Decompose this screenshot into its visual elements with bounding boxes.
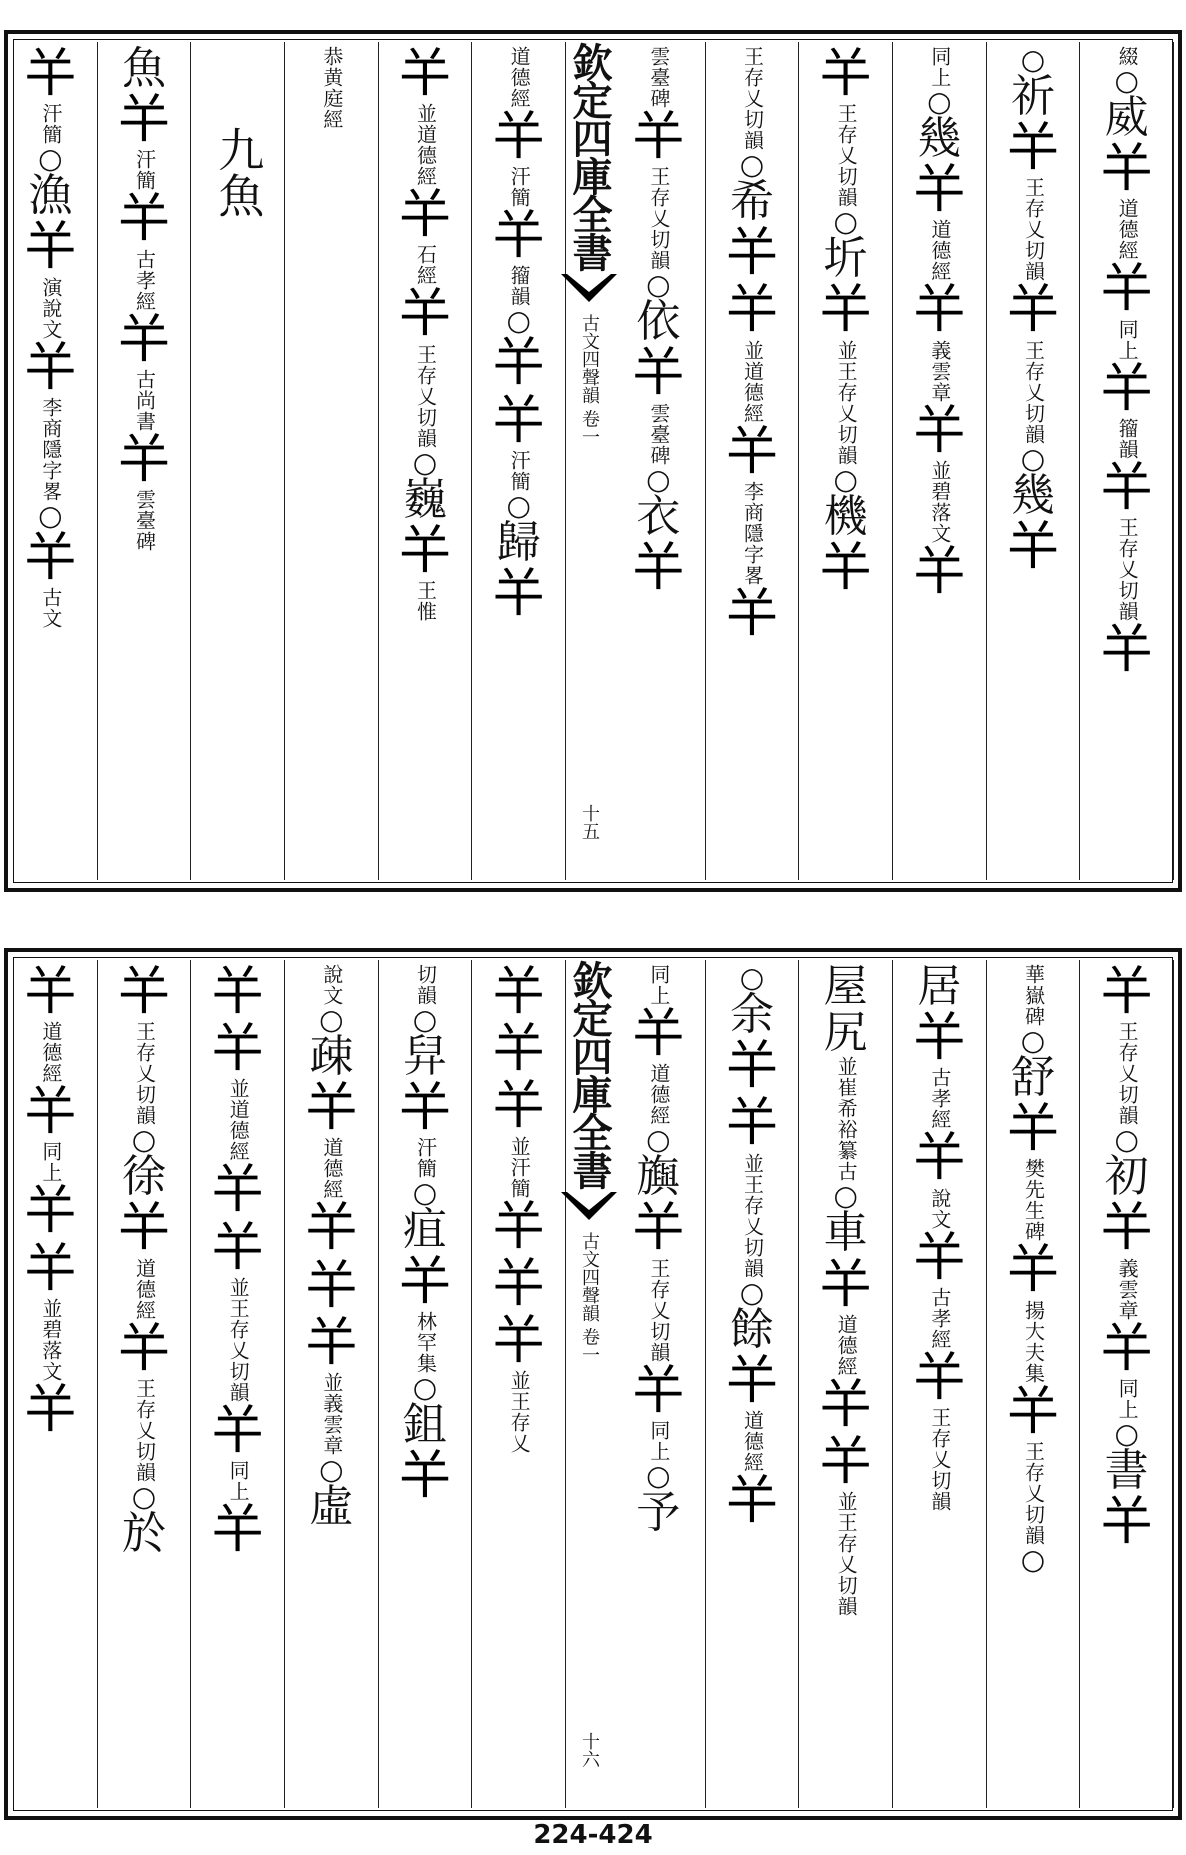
page-number: 224-424: [533, 1820, 653, 1850]
seal-script-glyph: 𢆉: [632, 107, 685, 167]
fish-tail-mark: [561, 274, 617, 302]
source-annotation: 並道德經: [740, 339, 765, 424]
seal-script-glyph: 𢆉: [1100, 1491, 1153, 1552]
seal-script-glyph: 𢆉: [118, 1198, 171, 1259]
entry-marker-circle: ○: [506, 304, 531, 338]
bottom-column: [1080, 960, 1174, 1808]
source-annotation: 石經: [413, 244, 438, 287]
entry-marker-circle: ○: [646, 1123, 671, 1157]
seal-script-glyph: 𢆉: [1007, 516, 1060, 577]
seal-script-glyph: 𢆉: [913, 160, 966, 221]
source-annotation: 並王存乂切韻: [226, 1276, 251, 1403]
source-annotation: 同上: [1115, 318, 1140, 361]
source-annotation: 義雲章: [927, 339, 952, 403]
source-annotation: 並崔希裕纂古: [834, 1056, 859, 1183]
bottom-column: [612, 960, 706, 1808]
entry-marker-circle: ○: [646, 462, 671, 496]
top-column: [191, 42, 285, 880]
source-annotation: 道德經: [319, 1137, 344, 1201]
seal-script-glyph: 𢆉: [1007, 1240, 1060, 1301]
seal-script-glyph: 𢆉: [24, 527, 77, 588]
source-annotation: 古文: [38, 586, 63, 629]
seal-script-glyph: 𢆉: [399, 1445, 452, 1506]
book-title: 欽定四庫全書: [566, 42, 613, 270]
top-column: [4, 42, 98, 880]
entry-marker-circle: ○: [506, 488, 531, 522]
top-column: [987, 42, 1081, 880]
source-annotation: 王存乂切韻: [740, 46, 765, 151]
seal-script-glyph: 𢆉: [1100, 619, 1153, 680]
bottom-column: [4, 960, 98, 1808]
source-annotation: 古孝經: [132, 248, 157, 312]
seal-script-glyph: 𢆉: [211, 1160, 264, 1221]
seal-script-glyph: 𢆉: [1007, 280, 1060, 341]
headword-character: 威: [1104, 92, 1149, 143]
seal-script-glyph: 𢆉: [726, 1036, 779, 1097]
seal-script-glyph: 𢆉: [726, 1350, 779, 1411]
source-annotation: 並道德經: [413, 103, 438, 188]
source-annotation: 汗簡: [132, 149, 157, 192]
seal-script-glyph: 𢆉: [305, 1255, 358, 1316]
source-annotation: 王存乂切韻: [1115, 516, 1140, 622]
source-annotation: 同上: [646, 1419, 671, 1462]
source-annotation: 揚大夫集: [1021, 1299, 1046, 1384]
source-annotation: 並王存乂切韻: [834, 1491, 859, 1618]
entry-marker-circle: ○: [131, 1123, 157, 1157]
headword-character: 歸: [496, 516, 541, 568]
source-annotation: 道德經: [132, 1257, 157, 1321]
bottom-column: [472, 960, 566, 1808]
seal-script-glyph: 𢆉: [118, 962, 171, 1022]
source-annotation: 道德經: [507, 46, 532, 109]
seal-script-glyph: 𢆉: [24, 962, 77, 1022]
seal-script-glyph: 𢆉: [24, 337, 77, 398]
source-annotation: 並王存乂切韻: [834, 339, 859, 466]
entry-marker-circle: ○: [412, 1370, 438, 1404]
bottom-page-panel: [4, 948, 1182, 1820]
entry-marker-circle: ○: [1114, 1123, 1139, 1157]
source-annotation: 王存乂切韻: [132, 1377, 157, 1483]
seal-script-glyph: 𢆉: [399, 284, 452, 345]
bottom-column: [98, 960, 192, 1808]
source-annotation: 並道德經: [226, 1078, 251, 1163]
source-annotation: 王存乂切韻: [927, 1406, 952, 1512]
seal-script-glyph: 𢆉: [1100, 358, 1153, 419]
seal-script-glyph: 𢆉: [399, 1251, 452, 1312]
source-annotation: 王存乂切韻: [413, 343, 438, 449]
seal-script-glyph: 𢆉: [632, 1198, 685, 1259]
seal-script-glyph: 𢆉: [492, 390, 545, 451]
seal-script-glyph: 𢆉: [118, 189, 171, 250]
top-column: [799, 42, 893, 880]
source-annotation: 演說文: [38, 276, 63, 340]
seal-script-glyph: 𢆉: [24, 1181, 77, 1242]
entry-marker-circle: ○: [646, 1458, 671, 1492]
seal-script-glyph: 𢆉: [24, 1379, 77, 1440]
seal-script-glyph: 𢆉: [492, 1310, 545, 1371]
headword-character: 幾: [917, 113, 962, 164]
headword-character: 鉏: [403, 1398, 448, 1450]
seal-script-glyph: 𢆉: [1007, 1099, 1060, 1160]
seal-script-glyph: 𢆉: [492, 1253, 545, 1314]
seal-script-glyph: 𢆉: [211, 1217, 264, 1278]
entry-marker-circle: ○: [38, 142, 63, 176]
seal-script-glyph: 𢆉: [913, 280, 966, 341]
source-annotation: 義雲章: [1115, 1257, 1140, 1321]
headword-character: 初: [1104, 1151, 1149, 1203]
seal-script-glyph: 𢆉: [305, 1312, 358, 1373]
seal-script-glyph: 𢆉: [211, 962, 264, 1022]
source-annotation: 綴: [1115, 46, 1140, 67]
source-annotation: 道德經: [927, 219, 952, 283]
headword-character: 屋: [823, 961, 868, 1012]
top-column: [893, 42, 987, 880]
entry-marker-circle: ○: [319, 1003, 344, 1036]
seal-script-glyph: 𢆉: [819, 1254, 872, 1315]
seal-script-glyph: 𢆉: [305, 1078, 358, 1139]
seal-script-glyph: 𢆉: [632, 1360, 685, 1421]
headword-character: 疎: [309, 1031, 354, 1082]
book-title: 欽定四庫全書: [566, 960, 613, 1188]
source-annotation: 汗簡: [413, 1137, 438, 1180]
seal-script-glyph: 𢆉: [726, 1093, 779, 1154]
seal-script-glyph: 𢆉: [118, 309, 171, 370]
leaf-number: 十五: [579, 804, 600, 840]
entry-marker-circle: ○: [319, 1452, 344, 1486]
source-annotation: 汗簡: [507, 449, 532, 492]
source-annotation: 王存乂切韻: [1021, 339, 1046, 445]
entry-marker-circle: ○: [1114, 1416, 1139, 1450]
seal-script-glyph: 𢆉: [211, 1499, 264, 1560]
headword-character: 旟: [636, 1151, 681, 1203]
seal-script-glyph: 𢆉: [632, 537, 685, 598]
seal-script-glyph: 𢆉: [24, 1238, 77, 1299]
seal-script-glyph: 𢆉: [399, 185, 452, 246]
entry-marker-circle: ○: [412, 1176, 438, 1210]
seal-script-glyph: 𢆉: [819, 1374, 872, 1435]
top-page-panel: [4, 30, 1182, 892]
seal-script-glyph: 𢆉: [632, 1004, 685, 1064]
source-annotation: 雲臺碑: [646, 46, 671, 109]
seal-script-glyph: 𢆉: [492, 333, 545, 394]
headword-character: 車: [823, 1207, 868, 1259]
headword-character: 衣: [636, 490, 681, 542]
rhyme-section-title: 九魚: [211, 126, 266, 218]
seal-script-glyph: 𢆉: [492, 206, 545, 267]
seal-script-glyph: 𢆉: [913, 400, 966, 461]
entry-marker-circle: ○: [739, 148, 765, 181]
entry-marker-circle: ○: [833, 1179, 858, 1213]
headword-character: 舁: [403, 1031, 448, 1082]
source-annotation: 王存乂切韻: [1115, 1021, 1140, 1127]
entry-marker-circle: ○: [412, 445, 438, 479]
source-annotation: 王存乂切韻: [1021, 177, 1046, 283]
entry-marker-circle: ○: [833, 205, 858, 239]
source-annotation: 王存乂切韻: [132, 1021, 157, 1127]
seal-script-glyph: 𢆉: [819, 280, 872, 341]
seal-script-glyph: 𢆉: [211, 1019, 264, 1080]
source-annotation: 同上: [226, 1459, 251, 1502]
entry-marker-circle: ○: [1020, 1542, 1046, 1576]
top-column: [285, 42, 379, 880]
headword-character: 舒: [1011, 1052, 1056, 1103]
source-annotation: 王惟: [413, 579, 438, 622]
source-annotation: 並王存乂切韻: [740, 1152, 765, 1279]
top-column: [1080, 42, 1174, 880]
seal-script-glyph: 𢆉: [819, 1431, 872, 1492]
headword-character: 於: [122, 1507, 167, 1559]
seal-script-glyph: 𢆉: [819, 537, 872, 598]
headword-character: 祈: [1011, 71, 1056, 122]
bottom-column: [893, 960, 987, 1808]
source-annotation: 並王存乂: [507, 1370, 532, 1455]
entry-marker-circle: ○: [131, 1479, 157, 1513]
seal-script-glyph: 𢆉: [1100, 1198, 1153, 1259]
headword-character: 機: [823, 490, 868, 542]
top-column: [98, 42, 192, 880]
top-column: [472, 42, 566, 880]
source-annotation: 籀韻: [1115, 417, 1140, 460]
headword-character: 徐: [122, 1151, 167, 1203]
source-annotation: 雲臺碑: [132, 488, 157, 552]
headword-character: 書: [1104, 1444, 1149, 1496]
headword-character: 希: [730, 176, 775, 227]
source-annotation: 古尚書: [132, 368, 157, 432]
seal-script-glyph: 𢆉: [399, 44, 452, 104]
seal-script-glyph: 𢆉: [118, 90, 171, 151]
source-annotation: 汗簡: [38, 103, 63, 146]
source-annotation: 古孝經: [927, 1067, 952, 1131]
headword-character: 依: [636, 296, 681, 348]
headword-character: 居: [917, 961, 962, 1012]
source-annotation: 同上: [38, 1141, 63, 1184]
seal-script-glyph: 𢆉: [632, 343, 685, 404]
seal-script-glyph: 𢆉: [913, 541, 966, 602]
bottom-column: [379, 960, 473, 1808]
source-annotation: 並義雲章: [319, 1371, 344, 1456]
seal-script-glyph: 𢆉: [399, 520, 452, 581]
bottom-column: [285, 960, 379, 1808]
top-column: [706, 42, 800, 880]
headword-character: 幾: [1011, 469, 1056, 521]
headword-character: 圻: [823, 233, 868, 285]
source-annotation: 林罕集: [413, 1310, 438, 1374]
seal-script-glyph: 𢆉: [492, 107, 545, 167]
source-annotation: 說文: [927, 1187, 952, 1230]
seal-script-glyph: 𢆉: [492, 962, 545, 1022]
seal-script-glyph: 𢆉: [726, 280, 779, 341]
seal-script-glyph: 𢆉: [24, 1082, 77, 1143]
top-heading-strip: [566, 42, 612, 880]
bottom-column: [706, 960, 800, 1808]
headword-character: 疽: [403, 1204, 448, 1256]
seal-script-glyph: 𢆉: [913, 1008, 966, 1069]
seal-script-glyph: 𢆉: [492, 1019, 545, 1080]
entry-marker-circle: ○: [927, 85, 952, 118]
entry-marker-circle: ○: [1020, 43, 1046, 76]
source-annotation: 汗簡: [507, 166, 532, 209]
seal-script-glyph: 𢆉: [819, 44, 872, 104]
seal-script-glyph: 𢆉: [492, 563, 545, 624]
seal-script-glyph: 𢆉: [1100, 457, 1153, 518]
seal-script-glyph: 𢆉: [211, 1400, 264, 1461]
leaf-number: 十六: [579, 1732, 600, 1768]
seal-script-glyph: 𢆉: [305, 1198, 358, 1259]
bottom-column: [191, 960, 285, 1808]
seal-script-glyph: 𢆉: [726, 223, 779, 284]
entry-marker-circle: ○: [1020, 441, 1046, 475]
seal-script-glyph: 𢆉: [24, 44, 77, 104]
source-annotation: 並汗簡: [507, 1135, 532, 1199]
seal-script-glyph: 𢆉: [1007, 1381, 1060, 1442]
seal-script-glyph: 𢆉: [492, 1076, 545, 1137]
entry-marker-circle: ○: [412, 1003, 438, 1036]
source-annotation: 華嶽碑: [1021, 964, 1046, 1027]
entry-marker-circle: ○: [1114, 64, 1139, 97]
seal-script-glyph: 𢆉: [913, 1227, 966, 1288]
volume-label: 古文四聲韻 卷一: [579, 1232, 600, 1364]
headword-character: 魚: [122, 43, 167, 94]
seal-script-glyph: 𢆉: [1100, 1318, 1153, 1379]
seal-script-glyph: 𢆉: [1007, 118, 1060, 179]
fish-tail-mark: [561, 1192, 617, 1220]
seal-script-glyph: 𢆉: [492, 1196, 545, 1257]
source-annotation: 雲臺碑: [646, 402, 671, 466]
volume-label: 古文四聲韻 卷一: [579, 314, 600, 446]
source-annotation: 同上: [1115, 1377, 1140, 1420]
bottom-column: [799, 960, 893, 1808]
top-column: [379, 42, 473, 880]
entry-marker-circle: ○: [646, 268, 671, 302]
source-annotation: 恭黄庭經: [319, 46, 344, 130]
source-annotation: 同上: [927, 46, 952, 88]
seal-script-glyph: 𢆉: [913, 1347, 966, 1408]
seal-script-glyph: 𢆉: [726, 583, 779, 644]
seal-script-glyph: 𢆉: [24, 217, 77, 278]
headword-character: 尻: [823, 1007, 868, 1059]
source-annotation: 李商隱字畧: [740, 480, 765, 586]
seal-script-glyph: 𢆉: [913, 1128, 966, 1189]
headword-character: 予: [636, 1486, 681, 1538]
entry-marker-circle: ○: [38, 498, 63, 532]
seal-script-glyph: 𢆉: [726, 1470, 779, 1531]
entry-marker-circle: ○: [739, 1275, 765, 1309]
seal-script-glyph: 𢆉: [399, 1078, 452, 1139]
source-annotation: 王存乂切韻: [834, 103, 859, 209]
source-annotation: 李商隱字畧: [38, 396, 63, 502]
top-column: [612, 42, 706, 880]
seal-script-glyph: 𢆉: [118, 1318, 171, 1379]
seal-script-glyph: 𢆉: [118, 429, 171, 490]
seal-script-glyph: 𢆉: [1100, 962, 1153, 1022]
source-annotation: 並碧落文: [38, 1297, 63, 1382]
seal-script-glyph: 𢆉: [726, 421, 779, 482]
headword-character: 餘: [730, 1303, 775, 1355]
entry-marker-circle: ○: [739, 961, 765, 994]
entry-marker-circle: ○: [833, 462, 858, 496]
source-annotation: 王存乂切韻: [646, 1257, 671, 1363]
headword-character: 虛: [309, 1480, 354, 1532]
bottom-heading-strip: [566, 960, 612, 1808]
bottom-column: [987, 960, 1081, 1808]
source-annotation: 王存乂切韻: [646, 166, 671, 272]
source-annotation: 王存乂切韻: [1021, 1440, 1046, 1546]
source-annotation: 並碧落文: [927, 459, 952, 544]
source-annotation: 道德經: [1115, 198, 1140, 262]
source-annotation: 道德經: [834, 1313, 859, 1377]
entry-marker-circle: ○: [1020, 1024, 1046, 1057]
source-annotation: 道德經: [740, 1409, 765, 1473]
source-annotation: 籀韻: [507, 265, 532, 308]
seal-script-glyph: 𢆉: [1100, 139, 1153, 200]
source-annotation: 道德經: [38, 1021, 63, 1085]
source-annotation: 切韻: [413, 964, 438, 1006]
headword-character: 巍: [403, 473, 448, 525]
headword-character: 漁: [28, 170, 73, 222]
source-annotation: 同上: [646, 964, 671, 1006]
headword-character: 余: [730, 989, 775, 1040]
source-annotation: 說文: [319, 964, 344, 1006]
source-annotation: 道德經: [646, 1063, 671, 1127]
source-annotation: 樊先生碑: [1021, 1158, 1046, 1243]
seal-script-glyph: 𢆉: [1100, 259, 1153, 320]
source-annotation: 古孝經: [927, 1286, 952, 1350]
